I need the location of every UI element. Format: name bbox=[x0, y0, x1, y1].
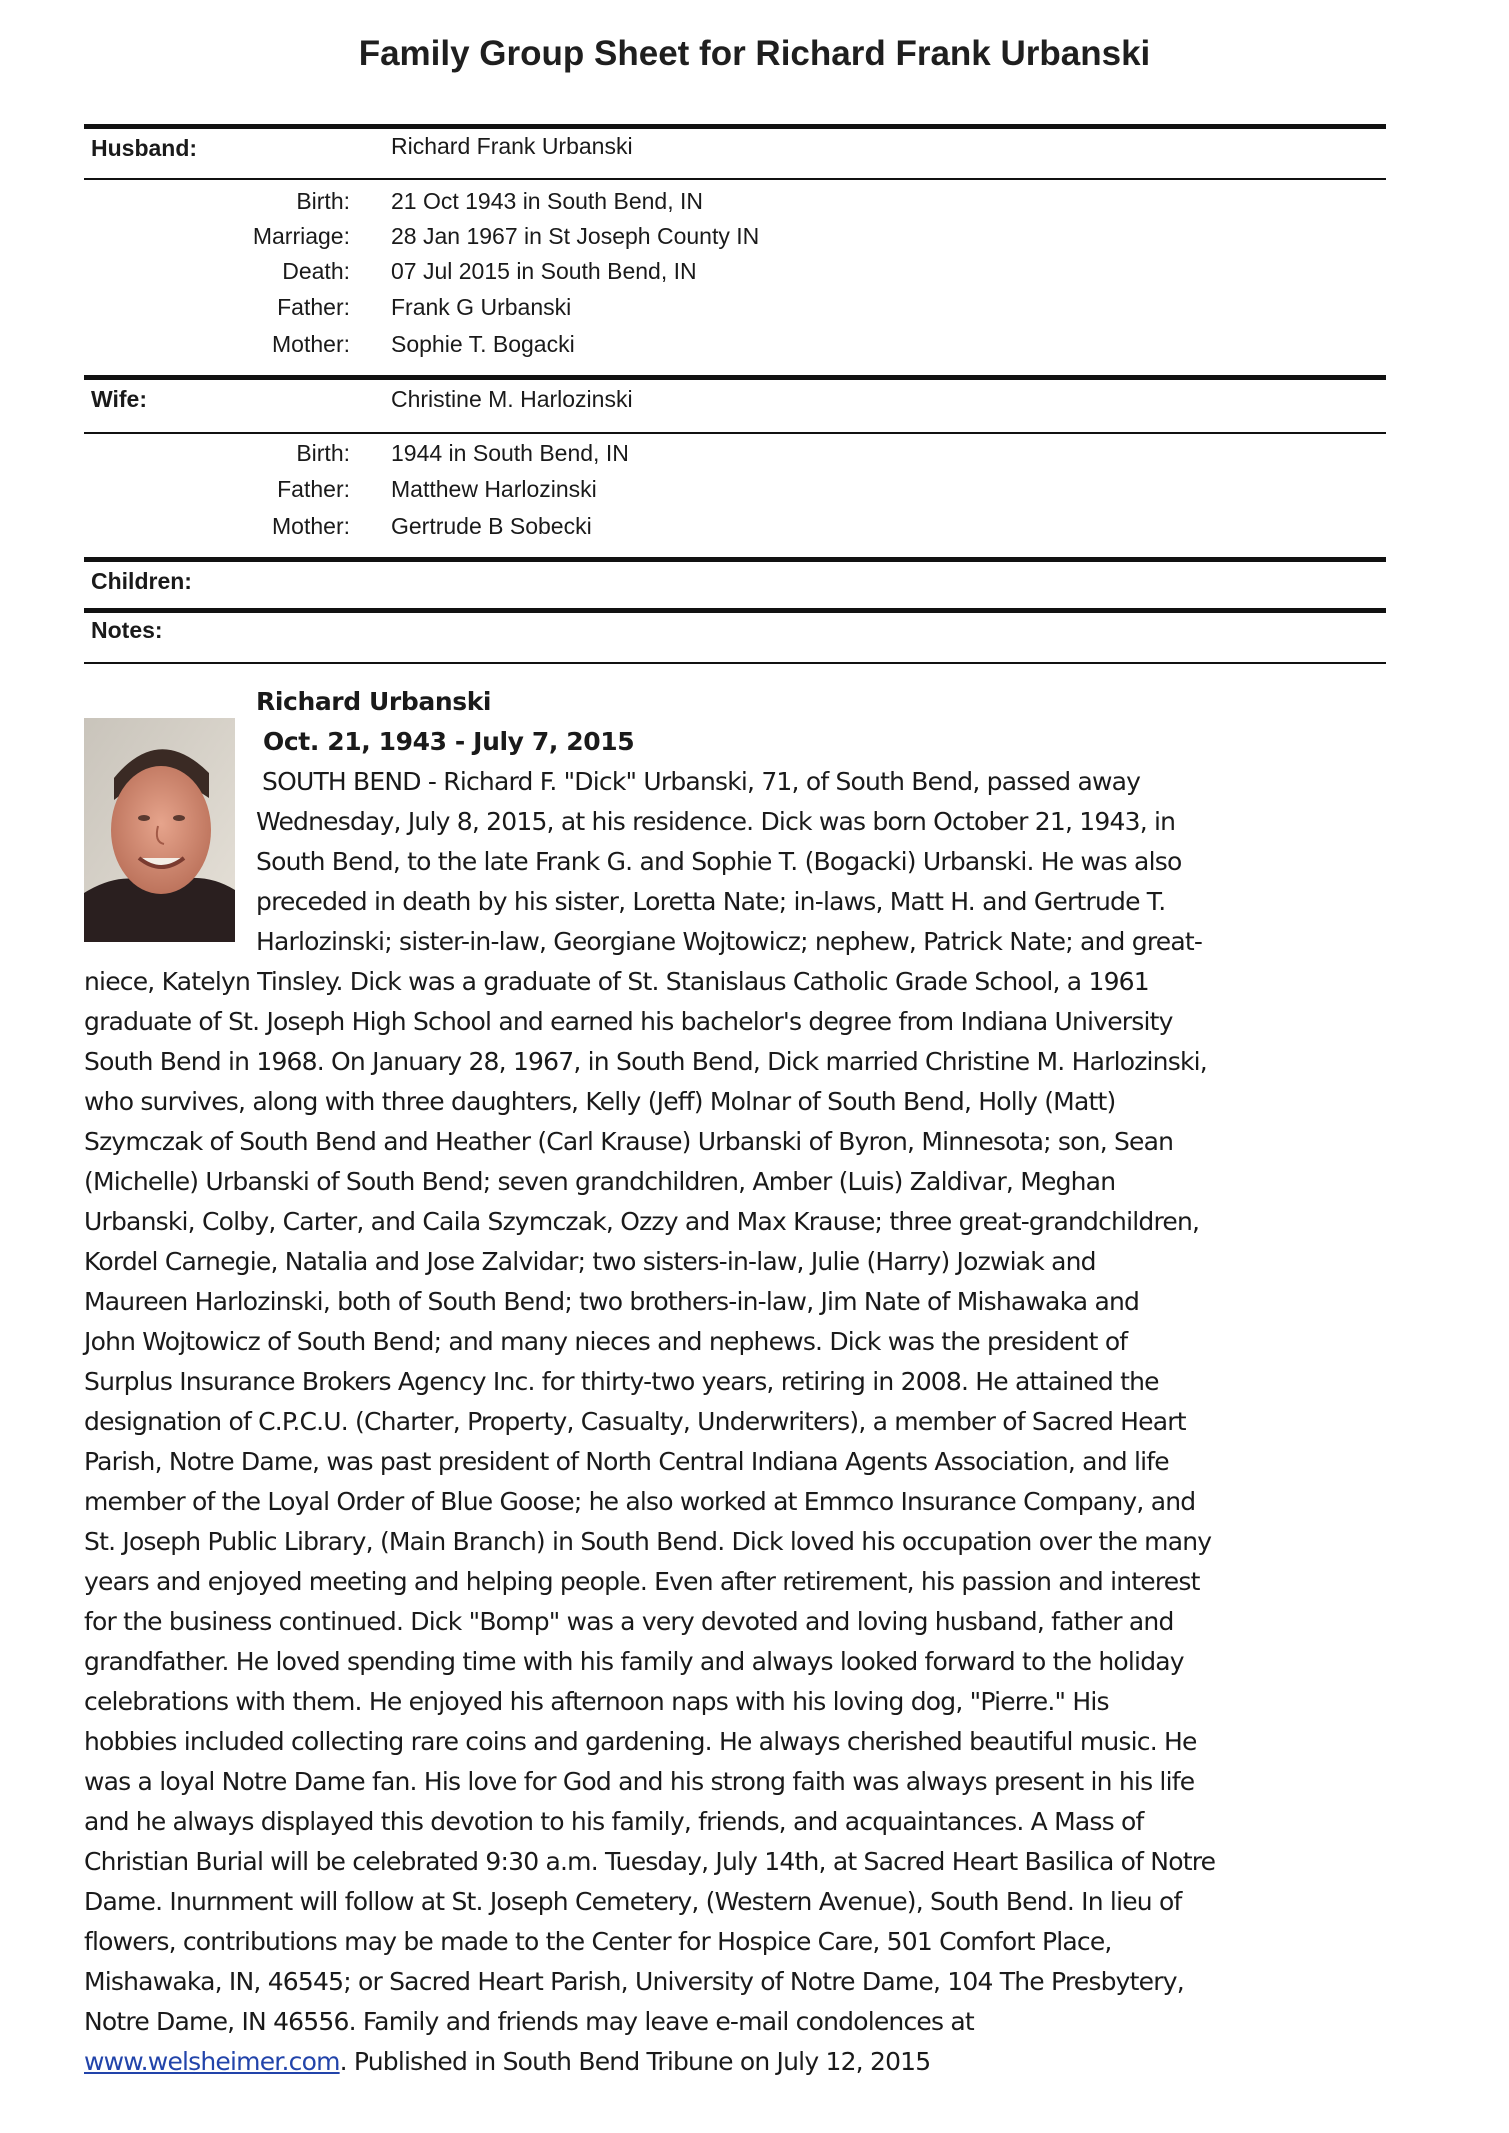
obituary-line: years and enjoyed meeting and helping people. Even after retirement, his passion and interest bbox=[84, 1567, 1200, 1596]
obituary-line: Szymczak of South Bend and Heather (Carl Krause) Urbanski of Byron, Minnesota; son, Sean bbox=[84, 1127, 1174, 1156]
husband-father-value: Frank G Urbanski bbox=[391, 294, 572, 320]
wife-father-value: Matthew Harlozinski bbox=[391, 476, 597, 502]
obituary-line: designation of C.P.C.U. (Charter, Property, Casualty, Underwriters), a member of Sacred Heart bbox=[84, 1407, 1186, 1436]
wife-name: Christine M. Harlozinski bbox=[391, 386, 633, 412]
obituary-dates: Oct. 21, 1943 - July 7, 2015 bbox=[263, 727, 635, 756]
husband-mother-label: Mother: bbox=[272, 331, 350, 357]
portrait-photo-icon bbox=[84, 718, 235, 942]
husband-death-value: 07 Jul 2015 in South Bend, IN bbox=[391, 258, 697, 284]
obituary-line: celebrations with them. He enjoyed his afternoon naps with his loving dog, "Pierre." His bbox=[84, 1687, 1109, 1716]
obituary-line: John Wojtowicz of South Bend; and many nieces and nephews. Dick was the president of bbox=[84, 1327, 1128, 1356]
obituary-clipping bbox=[84, 680, 1404, 2115]
obituary-line: (Michelle) Urbanski of South Bend; seven grandchildren, Amber (Luis) Zaldivar, Meghan bbox=[84, 1167, 1116, 1196]
obituary-line: South Bend in 1968. On January 28, 1967, in South Bend, Dick married Christine M. Harlozinski, bbox=[84, 1047, 1207, 1076]
divider bbox=[84, 124, 1386, 129]
obituary-line: Notre Dame, IN 46556. Family and friends may leave e-mail condolences at bbox=[84, 2007, 974, 2036]
obituary-line: graduate of St. Joseph High School and earned his bachelor's degree from Indiana University bbox=[84, 1007, 1173, 1036]
obituary-name: Richard Urbanski bbox=[256, 687, 492, 716]
obituary-line: preceded in death by his sister, Loretta Nate; in-laws, Matt H. and Gertrude T. bbox=[256, 887, 1166, 916]
obituary-line: flowers, contributions may be made to the Center for Hospice Care, 501 Comfort Place, bbox=[84, 1927, 1112, 1956]
obituary-line: for the business continued. Dick "Bomp" was a very devoted and loving husband, father and bbox=[84, 1607, 1174, 1636]
obituary-line: Surplus Insurance Brokers Agency Inc. for thirty-two years, retiring in 2008. He attained the bbox=[84, 1367, 1159, 1396]
obituary-line: was a loyal Notre Dame fan. His love for God and his strong faith was always present in his life bbox=[84, 1767, 1195, 1796]
husband-label: Husband: bbox=[91, 135, 198, 161]
welsheimer-link[interactable]: www.welsheimer.com bbox=[84, 2047, 340, 2076]
divider bbox=[84, 375, 1386, 380]
divider bbox=[84, 178, 1386, 180]
wife-birth-label: Birth: bbox=[296, 440, 350, 466]
husband-marriage-value: 28 Jan 1967 in St Joseph County IN bbox=[391, 223, 760, 249]
obituary-line: Dame. Inurnment will follow at St. Joseph Cemetery, (Western Avenue), South Bend. In lieu of bbox=[84, 1887, 1182, 1916]
obituary-last-line bbox=[84, 2047, 930, 2076]
obituary-line: Harlozinski; sister-in-law, Georgiane Wojtowicz; nephew, Patrick Nate; and great- bbox=[256, 927, 1203, 956]
obituary-line: and he always displayed this devotion to his family, friends, and acquaintances. A Mass of bbox=[84, 1807, 1144, 1836]
divider bbox=[84, 662, 1386, 664]
husband-birth-label: Birth: bbox=[296, 188, 350, 214]
obituary-line: Christian Burial will be celebrated 9:30 a.m. Tuesday, July 14th, at Sacred Heart Basilica of Notre bbox=[84, 1847, 1216, 1876]
children-label: Children: bbox=[91, 568, 192, 594]
obituary-line: hobbies included collecting rare coins and gardening. He always cherished beautiful music. He bbox=[84, 1727, 1197, 1756]
obituary-line: Mishawaka, IN, 46545; or Sacred Heart Parish, University of Notre Dame, 104 The Presbytery, bbox=[84, 1967, 1184, 1996]
wife-mother-label: Mother: bbox=[272, 513, 350, 539]
publication-note: . Published in South Bend Tribune on July 12, 2015 bbox=[339, 2047, 931, 2076]
husband-father-label: Father: bbox=[277, 294, 350, 320]
husband-name: Richard Frank Urbanski bbox=[391, 133, 633, 159]
notes-label: Notes: bbox=[91, 617, 163, 643]
page-title: Family Group Sheet for Richard Frank Urbanski bbox=[358, 34, 1151, 73]
wife-label: Wife: bbox=[91, 386, 148, 412]
obituary-line: Kordel Carnegie, Natalia and Jose Zalvidar; two sisters-in-law, Julie (Harry) Jozwiak and bbox=[84, 1247, 1096, 1276]
husband-death-label: Death: bbox=[282, 258, 350, 284]
obituary-line: Wednesday, July 8, 2015, at his residence. Dick was born October 21, 1943, in bbox=[256, 807, 1176, 836]
wife-birth-value: 1944 in South Bend, IN bbox=[391, 440, 629, 466]
divider bbox=[84, 557, 1386, 562]
divider bbox=[84, 608, 1386, 613]
husband-birth-value: 21 Oct 1943 in South Bend, IN bbox=[391, 188, 703, 214]
divider bbox=[84, 432, 1386, 434]
obituary-line: who survives, along with three daughters, Kelly (Jeff) Molnar of South Bend, Holly (Matt) bbox=[84, 1087, 1116, 1116]
obituary-line: South Bend, to the late Frank G. and Sophie T. (Bogacki) Urbanski. He was also bbox=[256, 847, 1182, 876]
obituary-line: niece, Katelyn Tinsley. Dick was a graduate of St. Stanislaus Catholic Grade School, a 1961 bbox=[84, 967, 1149, 996]
obituary-line: SOUTH BEND - Richard F. "Dick" Urbanski, 71, of South Bend, passed away bbox=[262, 767, 1141, 796]
portrait-photo bbox=[84, 718, 235, 942]
obituary-line: Maureen Harlozinski, both of South Bend; two brothers-in-law, Jim Nate of Mishawaka and bbox=[84, 1287, 1140, 1316]
obituary-line: grandfather. He loved spending time with his family and always looked forward to the holiday bbox=[84, 1647, 1184, 1676]
wife-mother-value: Gertrude B Sobecki bbox=[391, 513, 592, 539]
husband-mother-value: Sophie T. Bogacki bbox=[391, 331, 575, 357]
husband-marriage-label: Marriage: bbox=[252, 223, 350, 249]
wife-father-label: Father: bbox=[277, 476, 350, 502]
obituary-line: Urbanski, Colby, Carter, and Caila Szymczak, Ozzy and Max Krause; three great-grandchildren, bbox=[84, 1207, 1200, 1236]
obituary-line: member of the Loyal Order of Blue Goose; he also worked at Emmco Insurance Company, and bbox=[84, 1487, 1196, 1516]
obituary-line: Parish, Notre Dame, was past president of North Central Indiana Agents Association, and life bbox=[84, 1447, 1169, 1476]
obituary-line: St. Joseph Public Library, (Main Branch) in South Bend. Dick loved his occupation over the many bbox=[84, 1527, 1212, 1556]
